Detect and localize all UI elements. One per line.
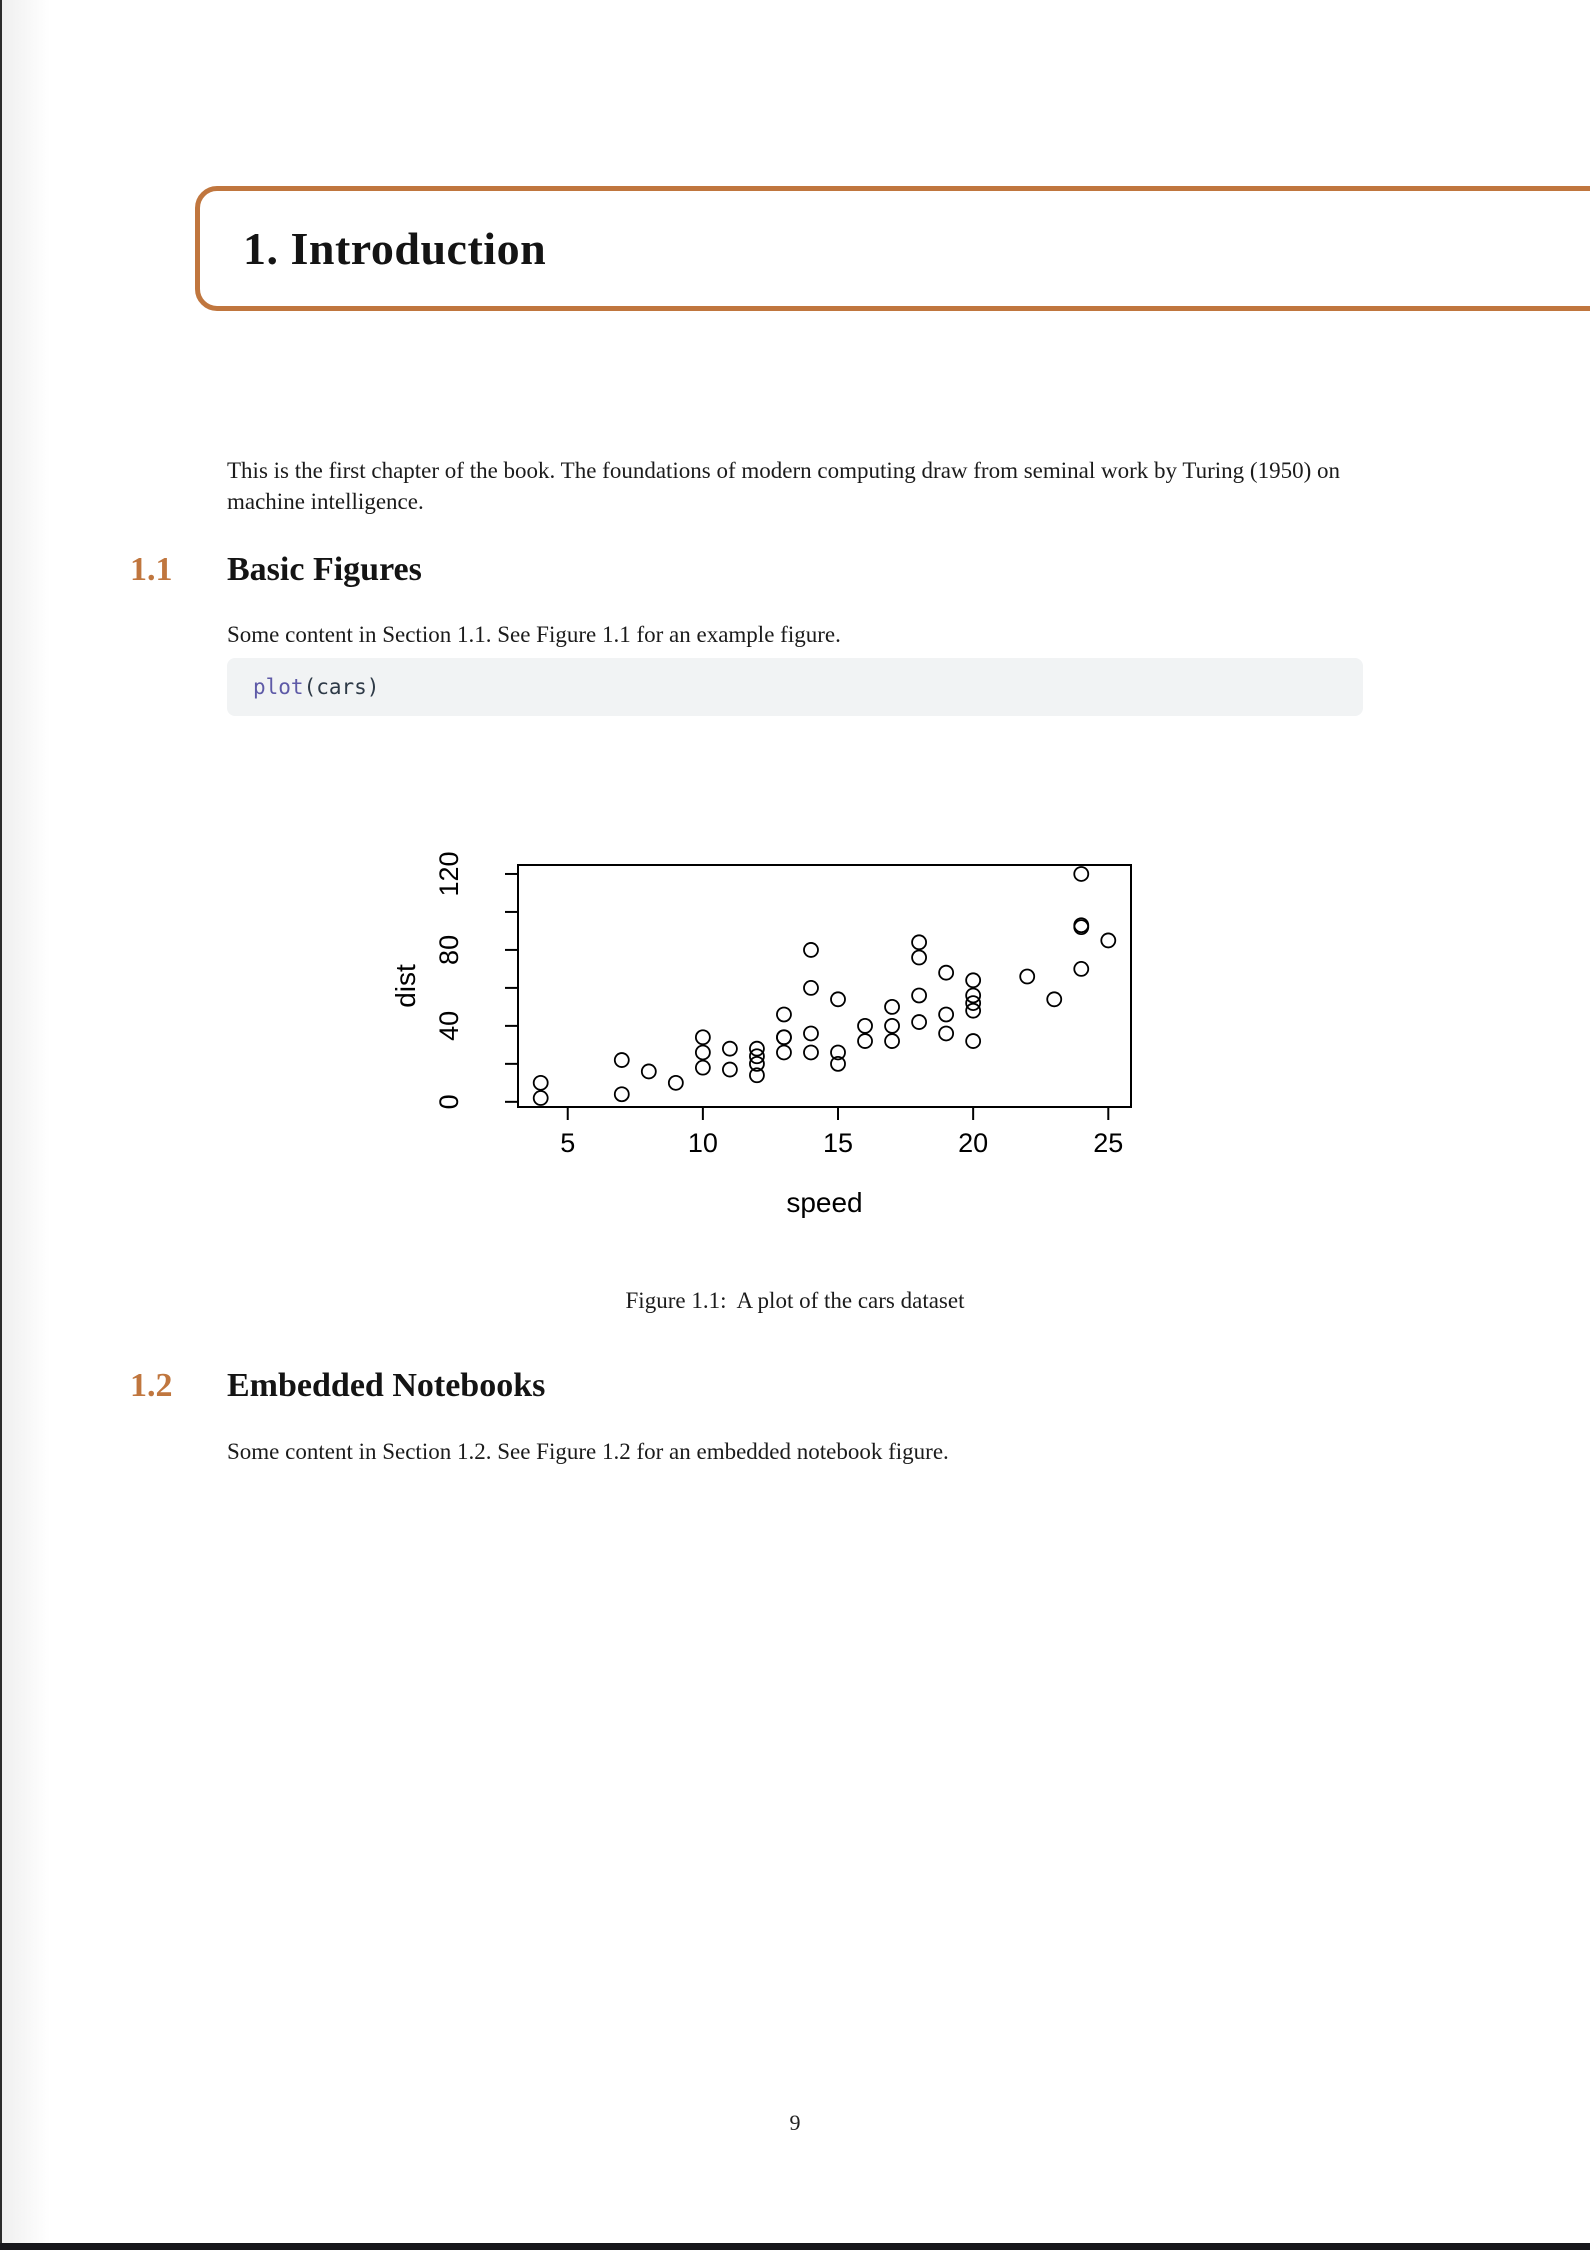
data-point: [939, 1026, 953, 1040]
data-point: [885, 1000, 899, 1014]
data-point: [804, 943, 818, 957]
data-point: [858, 1034, 872, 1048]
section-title: Embedded Notebooks: [227, 1367, 546, 1404]
data-point: [885, 1019, 899, 1033]
x-tick-label: 25: [1093, 1128, 1124, 1158]
section-number: 1.1: [130, 551, 173, 588]
data-point: [885, 1034, 899, 1048]
data-point: [1074, 867, 1088, 881]
code-block: [227, 658, 1363, 716]
data-point: [1074, 962, 1088, 976]
figure-caption-label: Figure 1.1:: [625, 1288, 727, 1313]
plot-frame: [518, 865, 1131, 1107]
figure-caption: [0, 1288, 1590, 1314]
y-tick-label: 40: [434, 1010, 464, 1041]
code-arguments: (cars): [303, 675, 380, 699]
data-point: [1020, 970, 1034, 984]
data-point: [912, 935, 926, 949]
data-point: [831, 992, 845, 1006]
cars-scatter-plot: [380, 843, 1180, 1273]
figure-1-1: [380, 843, 1180, 1273]
intro-paragraph: This is the first chapter of the book. The foundations of modern computing draw from seminal work by Turing (1950) on machine intelligence.: [227, 458, 1340, 514]
data-point: [804, 1026, 818, 1040]
section-1-2-paragraph: Some content in Section 1.2. See Figure 1.2 for an embedded notebook figure.: [227, 1439, 949, 1464]
section-heading-embedded-notebooks: [0, 1367, 1590, 1411]
data-point: [804, 1045, 818, 1059]
x-tick-label: 10: [687, 1128, 718, 1158]
data-point: [1047, 992, 1061, 1006]
data-point: [966, 973, 980, 987]
data-point: [615, 1053, 629, 1067]
figure-caption-text: A plot of the cars dataset: [736, 1288, 965, 1313]
x-axis-label: speed: [786, 1187, 863, 1218]
data-point: [912, 951, 926, 965]
section-title: Basic Figures: [227, 551, 422, 588]
data-point: [615, 1087, 629, 1101]
chapter-title: 1. Introduction: [243, 223, 547, 274]
data-point: [777, 1030, 791, 1044]
x-tick-label: 20: [958, 1128, 989, 1158]
data-point: [696, 1061, 710, 1075]
data-point: [1101, 933, 1115, 947]
x-tick-label: 5: [560, 1128, 576, 1158]
data-point: [939, 966, 953, 980]
data-point: [723, 1042, 737, 1056]
data-point: [966, 1034, 980, 1048]
data-point: [696, 1045, 710, 1059]
x-tick-label: 15: [822, 1128, 854, 1158]
data-point: [777, 1007, 791, 1021]
data-point: [669, 1076, 683, 1090]
page-left-edge-shadow: [0, 0, 50, 2250]
chapter-title-banner: [195, 186, 1590, 311]
section-heading-basic-figures: [0, 551, 1590, 595]
data-point: [534, 1091, 548, 1105]
data-point: [939, 1007, 953, 1021]
data-point: [642, 1064, 656, 1078]
data-point: [777, 1045, 791, 1059]
y-axis-label: dist: [390, 964, 421, 1008]
section-number: 1.2: [130, 1367, 173, 1404]
y-tick-label: 0: [434, 1094, 464, 1110]
data-point: [696, 1030, 710, 1044]
data-point: [858, 1019, 872, 1033]
section-1-1-paragraph: Some content in Section 1.1. See Figure 1.1 for an example figure.: [227, 622, 841, 647]
data-point: [723, 1063, 737, 1077]
code-function-name: plot: [253, 675, 304, 699]
data-point: [912, 1015, 926, 1029]
y-tick-label: 120: [434, 851, 464, 897]
data-point: [804, 981, 818, 995]
data-point: [534, 1076, 548, 1090]
page-number: 9: [789, 2110, 801, 2135]
screenshot-bottom-bar: [0, 2243, 1590, 2250]
y-tick-label: 80: [434, 934, 464, 965]
data-point: [912, 988, 926, 1002]
